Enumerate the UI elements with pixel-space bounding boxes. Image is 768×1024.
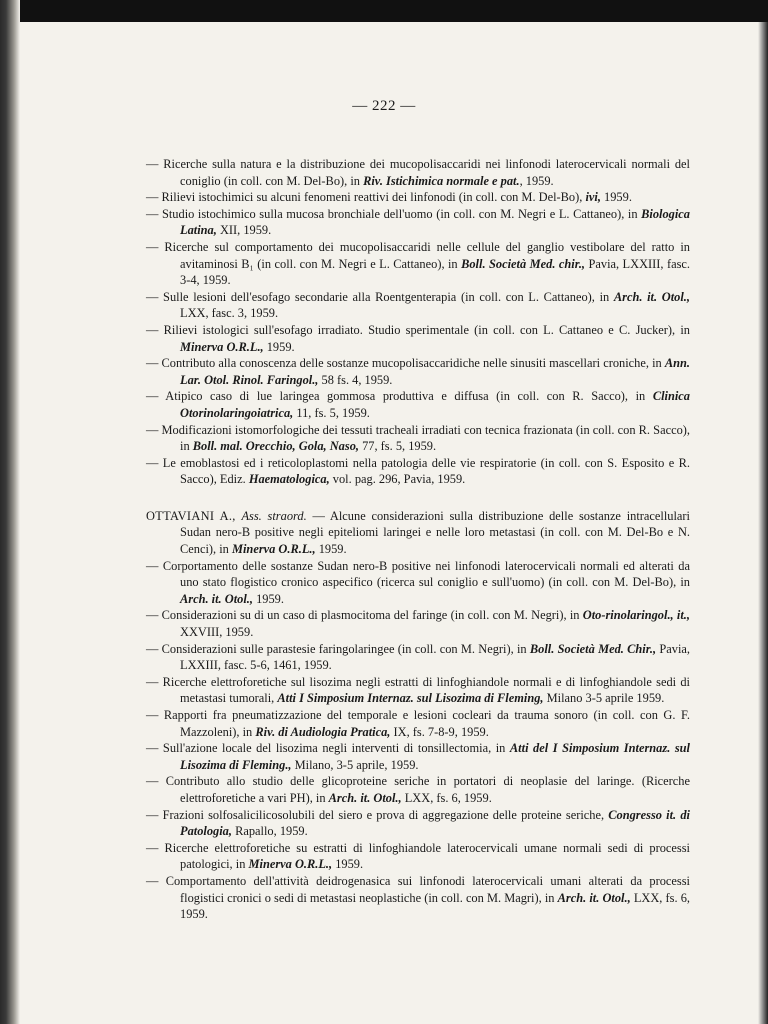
entry-citation: Milano 3-5 aprile 1959. bbox=[543, 691, 665, 706]
bibliography-entry bbox=[146, 773, 690, 806]
entry-text: — Frazioni solfosalicilicosolubili del siero e prova di aggregazione delle proteine seriche, bbox=[146, 807, 609, 822]
bibliography-entry bbox=[146, 873, 690, 923]
bibliography-entry bbox=[146, 156, 690, 189]
entry-journal: Oto-rinolaringol., it., bbox=[582, 608, 690, 623]
entry-journal: Minerva O.R.L., bbox=[180, 339, 264, 354]
entry-journal: Haematologica, bbox=[248, 472, 330, 487]
entry-text: — Rilievi istochimici su alcuni fenomeni reattivi dei linfonodi (in coll. con M. Del-Bo), bbox=[146, 190, 586, 205]
entry-journal: Congresso it. di Patologia, bbox=[180, 807, 690, 839]
page-number: — 222 — bbox=[352, 98, 416, 114]
bibliography-entry bbox=[146, 740, 690, 773]
entry-journal: Ann. Lar. Otol. Rinol. Faringol., bbox=[180, 356, 690, 387]
bibliography-body bbox=[146, 156, 690, 923]
entry-text: — Comportamento dell'attività deidrogenasica sui linfonodi laterocervicali umani alterati da processi flogistici cronici o sedi di metastasi neoplastiche (in coll. con M. Magri), in bbox=[146, 873, 690, 905]
entry-text: — Considerazioni sulle parastesie faringolaringee (in coll. con M. Negri), in bbox=[146, 641, 530, 656]
bibliography-entry bbox=[146, 807, 690, 840]
scan-right-border bbox=[758, 22, 768, 1024]
entry-text: — Studio istochimico sulla mucosa bronchiale dell'uomo (in coll. con M. Negri e L. Cattaneo), in bbox=[146, 206, 642, 221]
entry-citation: 1959. bbox=[600, 190, 632, 205]
entry-text: — Atipico caso di lue laringea gommosa produttiva e diffusa (in coll. con R. Sacco), in bbox=[146, 389, 653, 404]
entry-citation: LXX, fs. 6, 1959. bbox=[401, 790, 492, 805]
entry-text: — Ricerche elettroforetiche sul lisozima negli estratti di linfoghiandole normali e di linfoghiandole sedi di metastasi tumorali, bbox=[146, 674, 690, 706]
entry-text: — Rapporti fra pneumatizzazione del temporale e lesioni cocleari da trauma sonoro (in coll. con G. F. Mazzoleni), in bbox=[146, 708, 690, 739]
entry-citation: , 1959. bbox=[519, 173, 554, 188]
entry-citation: Pavia, LXXIII, fasc. 5-6, 1461, 1959. bbox=[180, 641, 690, 673]
entry-text: — Modificazioni istomorfologiche dei tessuti tracheali irradiati con tecnica frazionata (in coll. con R. Sacco), in bbox=[146, 422, 690, 454]
entry-journal: Riv. di Audiologia Pratica, bbox=[255, 724, 391, 739]
entry-journal: Biologica Latina, bbox=[180, 206, 690, 238]
entry-text: — Sull'azione locale del lisozima negli interventi di tonsillectomia, in bbox=[146, 741, 510, 756]
entry-text: — Sulle lesioni dell'esofago secondarie alla Roentgenterapia (in coll. con L. Cattaneo), in bbox=[146, 289, 614, 304]
entry-text: — Considerazioni su di un caso di plasmocitoma del faringe (in coll. con M. Negri), in bbox=[146, 608, 583, 623]
entry-citation: 58 fs. 4, 1959. bbox=[318, 372, 393, 387]
bibliography-entry bbox=[146, 422, 690, 455]
bibliography-entry bbox=[146, 558, 690, 608]
entry-journal: Atti del I Simposium Internaz. sul Lisozima di Fleming., bbox=[180, 741, 690, 772]
entry-journal: Boll. mal. Orecchio, Gola, Naso, bbox=[192, 439, 359, 454]
scan-top-border bbox=[0, 0, 768, 22]
bibliography-entry bbox=[146, 840, 690, 873]
bibliography-entry bbox=[146, 355, 690, 388]
bibliography-section-1 bbox=[146, 156, 690, 488]
entry-journal: Arch. it. Otol., bbox=[557, 890, 631, 905]
scan-left-border bbox=[0, 0, 20, 1024]
entry-citation: vol. pag. 296, Pavia, 1959. bbox=[329, 472, 466, 487]
entry-journal: Arch. it. Otol., bbox=[328, 790, 402, 805]
bibliography-entry bbox=[146, 322, 690, 355]
entry-citation: XII, 1959. bbox=[216, 223, 272, 238]
entry-text: — Corportamento delle sostanze Sudan nero-B positive nei linfonodi laterocervicali normali ed alterati da uno stato flogistico cronico aspecifico (ricerca sul coniglio e sull'uomo) (in coll. con M. Del-Bo), in bbox=[146, 558, 690, 590]
entry-citation: 1959. bbox=[263, 339, 295, 354]
entry-text: — Ricerche elettroforetiche su estratti di linfoghiandole laterocervicali umane normali sedi di processi patologici, in bbox=[146, 840, 690, 872]
author-name: OTTAVIANI A., bbox=[146, 508, 236, 523]
entry-journal: Boll. Società Med. chir., bbox=[461, 256, 586, 271]
bibliography-entry bbox=[146, 641, 690, 674]
entry-journal: Atti I Simposium Internaz. sul Lisozima di Fleming, bbox=[277, 691, 544, 706]
entry-citation: Rapallo, 1959. bbox=[231, 824, 308, 839]
entry-text: — Rilievi istologici sull'esofago irradiato. Studio sperimentale (in coll. con L. Cattaneo e C. Jucker), in bbox=[146, 322, 690, 337]
bibliography-entry bbox=[146, 239, 690, 289]
entry-journal: Boll. Società Med. Chir., bbox=[529, 641, 657, 656]
author-first-entry-post: 1959. bbox=[315, 542, 347, 557]
entry-journal: Arch. it. Otol., bbox=[613, 289, 690, 304]
entry-citation: LXX, fs. 6, 1959. bbox=[180, 890, 691, 922]
author-first-entry-journal: Minerva O.R.L., bbox=[231, 542, 316, 557]
entry-text: — Contributo alla conoscenza delle sostanze mucopolisaccaridiche nelle sinusiti mascellari croniche, in bbox=[146, 356, 665, 371]
entry-citation: 77, fs. 5, 1959. bbox=[359, 439, 437, 454]
bibliography-entry bbox=[146, 607, 690, 640]
entry-text: — Ricerche sulla natura e la distribuzione dei mucopolisaccaridi nei linfonodi laterocervicali normali del coniglio (in coll. con M. Del-Bo), in bbox=[146, 157, 690, 188]
bibliography-entry bbox=[146, 289, 690, 322]
entry-citation: 11, fs. 5, 1959. bbox=[293, 405, 370, 420]
entry-journal: ivi, bbox=[585, 190, 601, 205]
entry-citation: 1959. bbox=[332, 857, 364, 872]
entry-journal: Riv. Istichimica normale e pat. bbox=[363, 173, 520, 188]
bibliography-section-2 bbox=[146, 558, 690, 923]
bibliography-entry bbox=[146, 206, 690, 239]
bibliography-entry bbox=[146, 674, 690, 707]
entry-citation: XXVIII, 1959. bbox=[180, 625, 254, 640]
entry-citation: IX, fs. 7-8-9, 1959. bbox=[390, 724, 489, 739]
author-first-entry-pre: — Alcune considerazioni sulla distribuzione delle sostanze intracellulari Sudan nero-B positive negli epiteliomi laringei e nelle loro metastasi (in coll. con M. Del-Bo e N. Cenci), in bbox=[180, 508, 691, 557]
entry-journal: Clinica Otorinolaringoiatrica, bbox=[180, 389, 690, 420]
bibliography-entry bbox=[146, 707, 690, 740]
entry-text: — Contributo allo studio delle glicoproteine seriche in portatori di neoplasie del laringe. (Ricerche elettroforetiche a vari PH), in bbox=[146, 774, 690, 805]
entry-citation: Pavia, LXXIII, fasc. 3-4, 1959. bbox=[180, 256, 690, 288]
entry-text: — Le emoblastosi ed i reticoloplastomi nella patologia delle vie respiratorie (in coll. con S. Esposito e R. Sacco), Ediz. bbox=[146, 455, 690, 487]
entry-citation: LXX, fasc. 3, 1959. bbox=[180, 306, 279, 321]
bibliography-entry bbox=[146, 189, 690, 206]
entry-journal: Arch. it. Otol., bbox=[180, 591, 253, 606]
bibliography-entry bbox=[146, 455, 690, 488]
author-entry bbox=[146, 508, 690, 558]
entry-citation: Milano, 3-5 aprile, 1959. bbox=[291, 757, 419, 772]
bibliography-entry bbox=[146, 388, 690, 421]
entry-journal: Minerva O.R.L., bbox=[248, 857, 333, 872]
author-role: Ass. straord. bbox=[241, 508, 307, 523]
entry-text: — Ricerche sul comportamento dei mucopolisaccaridi nelle cellule del ganglio vestibolare del ratto in avitaminosi B₁ (in coll. con M. Negri e L. Cattaneo), in bbox=[146, 239, 690, 271]
entry-citation: 1959. bbox=[252, 591, 284, 606]
